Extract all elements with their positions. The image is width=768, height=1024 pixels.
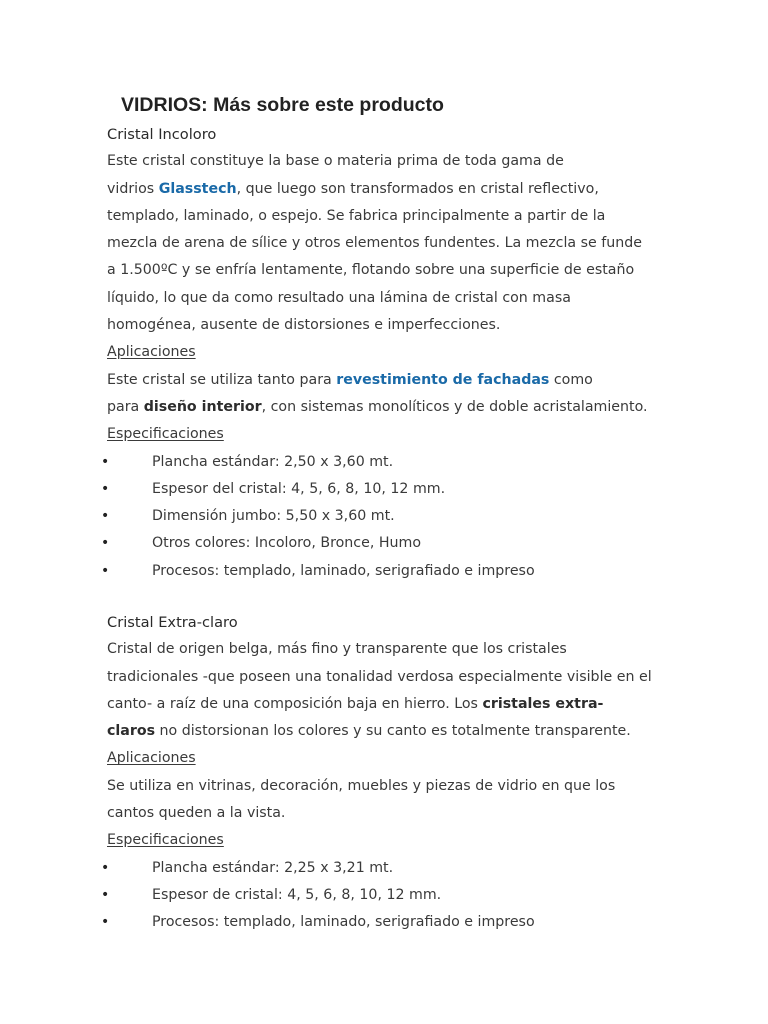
applications-paragraph [107, 367, 667, 422]
text-fragment: , que luego son transformados en cristal reflectivo, [236, 180, 599, 197]
bullet-icon: • [101, 914, 110, 931]
bullet-icon: • [101, 453, 110, 470]
claros-text: claros [107, 723, 156, 740]
text-line: líquido, lo que da como resultado una lámina de cristal con masa [107, 289, 571, 306]
aplicaciones-subheading: Aplicaciones [107, 750, 196, 767]
text-line: Cristal de origen belga, más fino y transparente que los cristales [107, 641, 567, 658]
list-item [101, 882, 667, 909]
text-line: mezcla de arena de sílice y otros elementos fundentes. La mezcla se funde [107, 235, 642, 252]
list-item [101, 449, 667, 476]
text-fragment: no distorsionan los colores y su canto es totalmente transparente. [155, 723, 631, 740]
bullet-icon: • [101, 535, 110, 552]
section-heading: Cristal Extra-claro [107, 614, 238, 631]
list-item-text: Procesos: templado, laminado, serigrafiado e impreso [152, 914, 535, 931]
text-fragment: canto- a raíz de una composición baja en hierro. Los [107, 695, 483, 712]
text-line [107, 176, 667, 203]
text-line: homogénea, ausente de distorsiones e imperfecciones. [107, 317, 501, 334]
text-line [107, 718, 667, 745]
cristales-extra-text: cristales extra- [482, 695, 604, 712]
text-fragment: para [107, 398, 144, 415]
list-item-text: Dimensión jumbo: 5,50 x 3,60 mt. [152, 508, 395, 525]
text-fragment: vidrios [107, 180, 159, 197]
text-line [107, 394, 667, 421]
list-item-text: Plancha estándar: 2,25 x 3,21 mt. [152, 859, 394, 876]
text-line [107, 367, 667, 394]
list-item [101, 909, 667, 936]
text-line: tradicionales -que poseen una tonalidad verdosa especialmente visible en el [107, 668, 652, 685]
specs-list [101, 449, 667, 585]
glasstech-link[interactable]: Glasstech [158, 180, 237, 197]
list-item [101, 503, 667, 530]
diseno-interior-text: diseño interior [143, 398, 262, 415]
bullet-icon: • [101, 562, 110, 579]
text-line: Se utiliza en vitrinas, decoración, muebles y piezas de vidrio en que los [107, 777, 616, 794]
text-fragment: , con sistemas monolíticos y de doble acristalamiento. [261, 398, 648, 415]
list-item-text: Procesos: templado, laminado, serigrafiado e impreso [152, 562, 535, 579]
text-line: cantos queden a la vista. [107, 805, 286, 822]
especificaciones-subheading: Especificaciones [107, 426, 224, 443]
list-item-text: Plancha estándar: 2,50 x 3,60 mt. [152, 453, 394, 470]
description-paragraph [107, 636, 667, 745]
bullet-icon: • [101, 480, 110, 497]
page-title: VIDRIOS: Más sobre este producto [121, 94, 444, 116]
list-item [101, 558, 667, 585]
bullet-icon: • [101, 859, 110, 876]
description-paragraph [107, 148, 667, 339]
text-fragment: Este cristal se utiliza tanto para [107, 371, 337, 388]
list-item-text: Otros colores: Incoloro, Bronce, Humo [152, 535, 422, 552]
section-cristal-incoloro [101, 121, 667, 585]
list-item [101, 855, 667, 882]
bullet-icon: • [101, 886, 110, 903]
list-item-text: Espesor del cristal: 4, 5, 6, 8, 10, 12 mm. [152, 480, 446, 497]
revestimiento-fachadas-link[interactable]: revestimiento de fachadas [336, 371, 550, 388]
text-line: Este cristal constituye la base o materia prima de toda gama de [107, 153, 564, 170]
section-heading: Cristal Incoloro [107, 126, 217, 143]
section-cristal-extra-claro [101, 609, 667, 937]
especificaciones-subheading: Especificaciones [107, 832, 224, 849]
text-line: a 1.500ºC y se enfría lentamente, flotando sobre una superficie de estaño [107, 262, 635, 279]
text-line: templado, laminado, o espejo. Se fabrica principalmente a partir de la [107, 207, 606, 224]
text-fragment: como [549, 371, 593, 388]
list-item [101, 530, 667, 557]
text-line [107, 691, 667, 718]
specs-list [101, 855, 667, 937]
applications-paragraph [107, 773, 667, 828]
bullet-icon: • [101, 508, 110, 525]
list-item [101, 476, 667, 503]
aplicaciones-subheading: Aplicaciones [107, 344, 196, 361]
list-item-text: Espesor de cristal: 4, 5, 6, 8, 10, 12 mm. [152, 886, 442, 903]
